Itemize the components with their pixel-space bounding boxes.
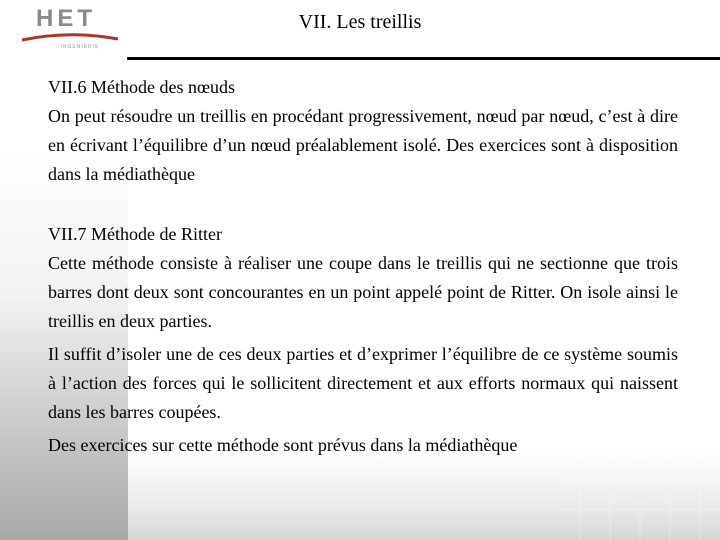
- slide-content: [48, 72, 678, 460]
- section-heading-noeuds: VII.6 Méthode des nœuds: [48, 77, 235, 97]
- section-spacer: [48, 189, 678, 219]
- page-title: VII. Les treillis: [298, 11, 422, 33]
- logo-wordmark: HET: [36, 5, 96, 32]
- paragraph-ritter-2: Il suffit d’isoler une de ces deux parties et d’exprimer l’équilibre de ce système soumis à l’action des forces qui le sollicitent directement et aux efforts normaux qui naissent dans les barres coupées.: [48, 344, 678, 422]
- section-heading-ritter: VII.7 Méthode de Ritter: [48, 224, 222, 244]
- logo-subtitle: INGÉNIERIE: [60, 44, 100, 50]
- paragraph-ritter-3: Des exercices sur cette méthode sont prévus dans la médiathèque: [48, 435, 518, 455]
- decorative-grid: [560, 450, 720, 540]
- het-logo: [20, 6, 120, 54]
- header-divider: [127, 57, 720, 60]
- paragraph-noeuds: On peut résoudre un treillis en procédant progressivement, nœud par nœud, c’est à dire en écrivant l’équilibre d’un nœud préalablement isolé. Des exercices sont à disposition dans la médiathèque: [48, 106, 678, 184]
- slide-header: [0, 0, 720, 62]
- paragraph-ritter-1: Cette méthode consiste à réaliser une coupe dans le treillis qui ne sectionne que trois barres dont deux sont concourantes en un point appelé point de Ritter. On isole ainsi le treillis en deux parties.: [48, 253, 678, 331]
- logo-swoosh-icon: [20, 30, 120, 44]
